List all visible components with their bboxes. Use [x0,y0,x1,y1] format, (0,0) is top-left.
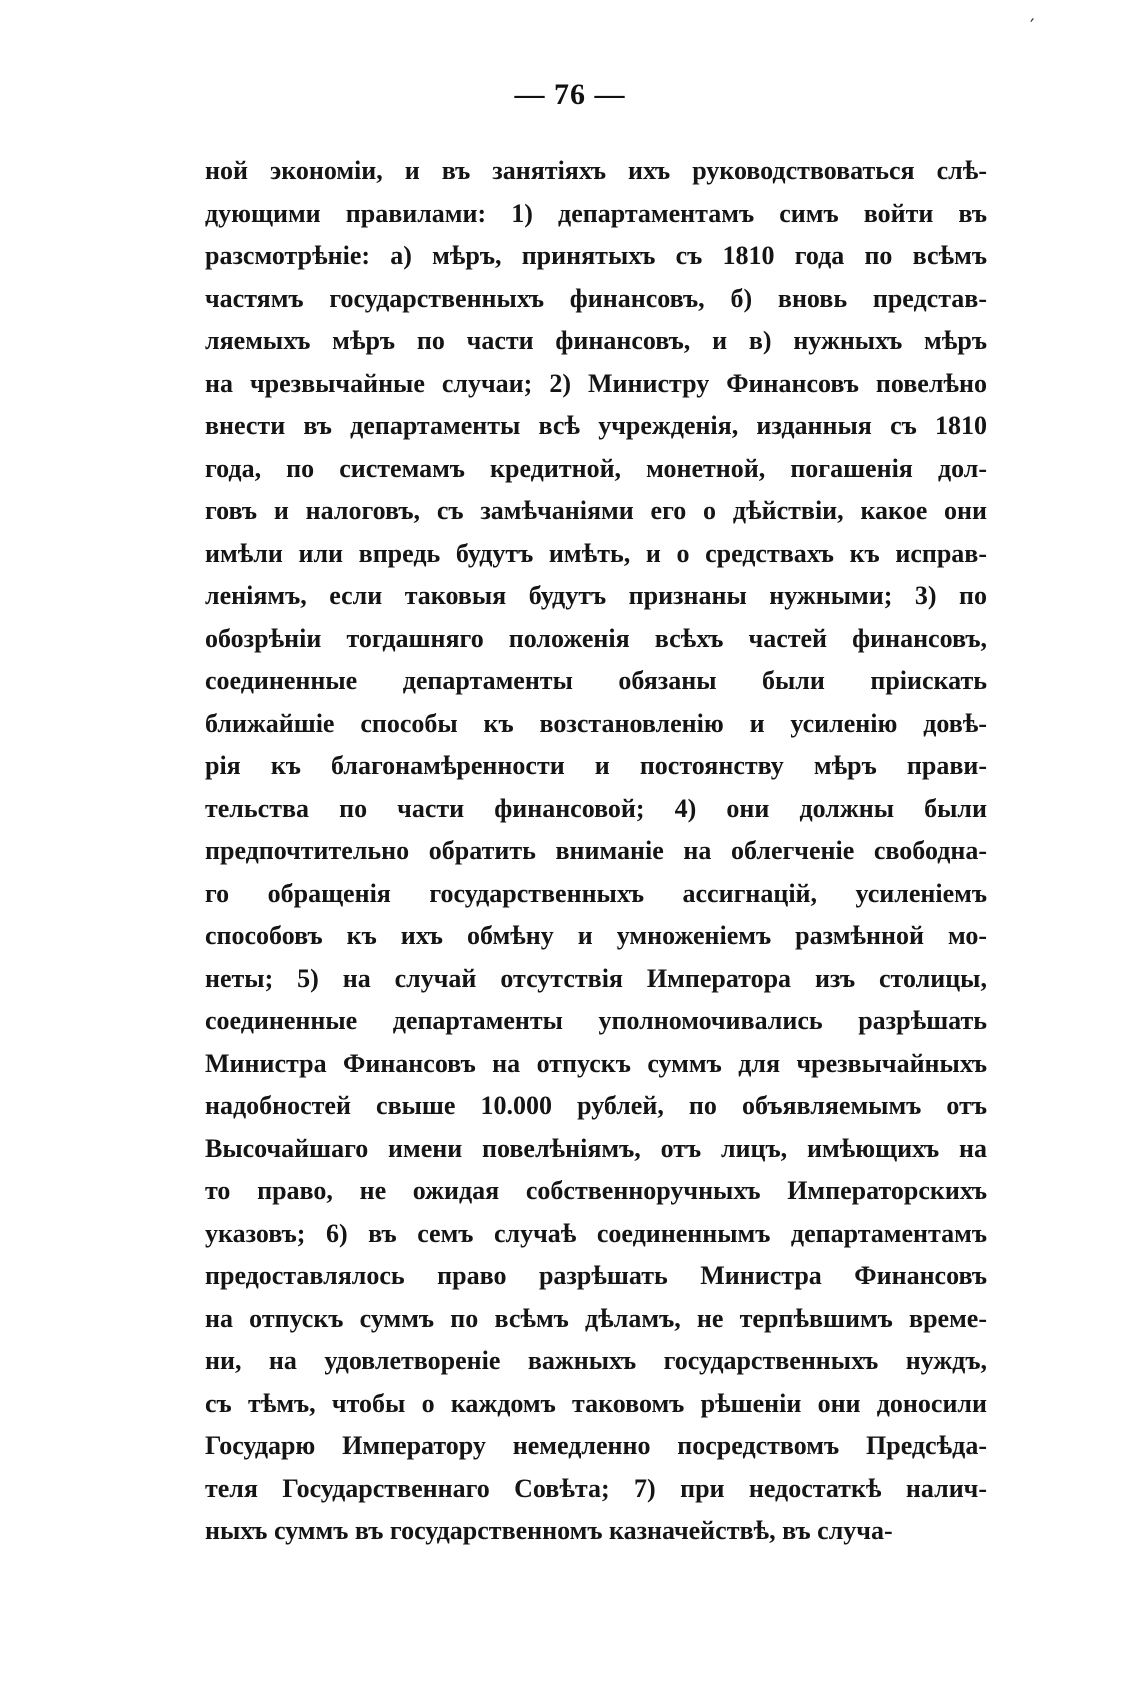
text-line: соединенные департаменты уполномочивались разрѣшать [205,1006,987,1035]
text-line: на отпускъ суммъ по всѣмъ дѣламъ, не терпѣвшимъ време- [205,1303,987,1333]
text-line: съ тѣмъ, чтобы о каждомъ таковомъ рѣшеніи они доносили [205,1388,987,1418]
text-line: ни, на удовлетвореніе важныхъ государственныхъ нуждъ, [205,1346,987,1375]
text-line: ляемыхъ мѣръ по части финансовъ, и в) нужныхъ мѣръ [205,326,987,355]
text-line: теля Государственнаго Совѣта; 7) при недостаткѣ налич- [205,1473,987,1503]
text-line: соединенные департаменты обязаны были пріискать [205,666,987,695]
text-line: внести въ департаменты всѣ учрежденія, изданныя съ 1810 [205,411,987,440]
scan-mark: ′ [1030,14,1035,38]
text-line: обозрѣніи тогдашняго положенія всѣхъ частей финансовъ, [205,623,987,653]
text-line: Министра Финансовъ на отпускъ суммъ для чрезвычайныхъ [205,1048,987,1078]
text-line: го обращенія государственныхъ ассигнацій, усиленіемъ [205,878,987,908]
text-line: неты; 5) на случай отсутствія Императора изъ столицы, [205,963,987,993]
text-line: предоставлялось право разрѣшать Министра Финансовъ [205,1261,987,1290]
body-text [205,150,987,1553]
text-line: на чрезвычайные случаи; 2) Министру Финансовъ повелѣно [205,368,987,398]
text-line: Высочайшаго имени повелѣніямъ, отъ лицъ, имѣющихъ на [205,1133,987,1163]
text-line: надобностей свыше 10.000 рублей, по объявляемымъ отъ [205,1091,987,1120]
text-line: рія къ благонамѣренности и постоянству мѣръ прави- [205,751,987,780]
text-line: года, по системамъ кредитной, монетной, погашенія дол- [205,453,987,483]
text-line: говъ и налоговъ, съ замѣчаніями его о дѣйствіи, какое они [205,496,987,525]
text-line: ныхъ суммъ въ государственномъ казначействѣ, въ случа- [205,1516,893,1545]
text-line: дующими правилами: 1) департаментамъ симъ войти въ [205,198,987,228]
text-line: частямъ государственныхъ финансовъ, б) вновь представ- [205,283,987,313]
page-number: — 76 — [514,78,626,111]
text-line: указовъ; 6) въ семъ случаѣ соединеннымъ департаментамъ [205,1218,987,1248]
text-line: ной экономіи, и въ занятіяхъ ихъ руководствоваться слѣ- [205,156,987,185]
text-line: леніямъ, если таковыя будутъ признаны нужными; 3) по [205,581,987,610]
text-line: ближайшіе способы къ возстановленію и усиленію довѣ- [205,708,987,738]
text-line: Государю Императору немедленно посредствомъ Предсѣда- [205,1431,987,1460]
text-line: имѣли или впредь будутъ имѣть, и о средствахъ къ исправ- [205,538,987,568]
text-line: тельства по части финансовой; 4) они должны были [205,793,987,823]
text-line: способовъ къ ихъ обмѣну и умноженіемъ размѣнной мо- [205,921,987,950]
text-line: предпочтительно обратить вниманіе на облегченіе свободна- [205,836,987,865]
text-line: разсмотрѣніе: а) мѣръ, принятыхъ съ 1810 года по всѣмъ [205,241,987,270]
text-line: то право, не ожидая собственноручныхъ Императорскихъ [205,1176,987,1205]
